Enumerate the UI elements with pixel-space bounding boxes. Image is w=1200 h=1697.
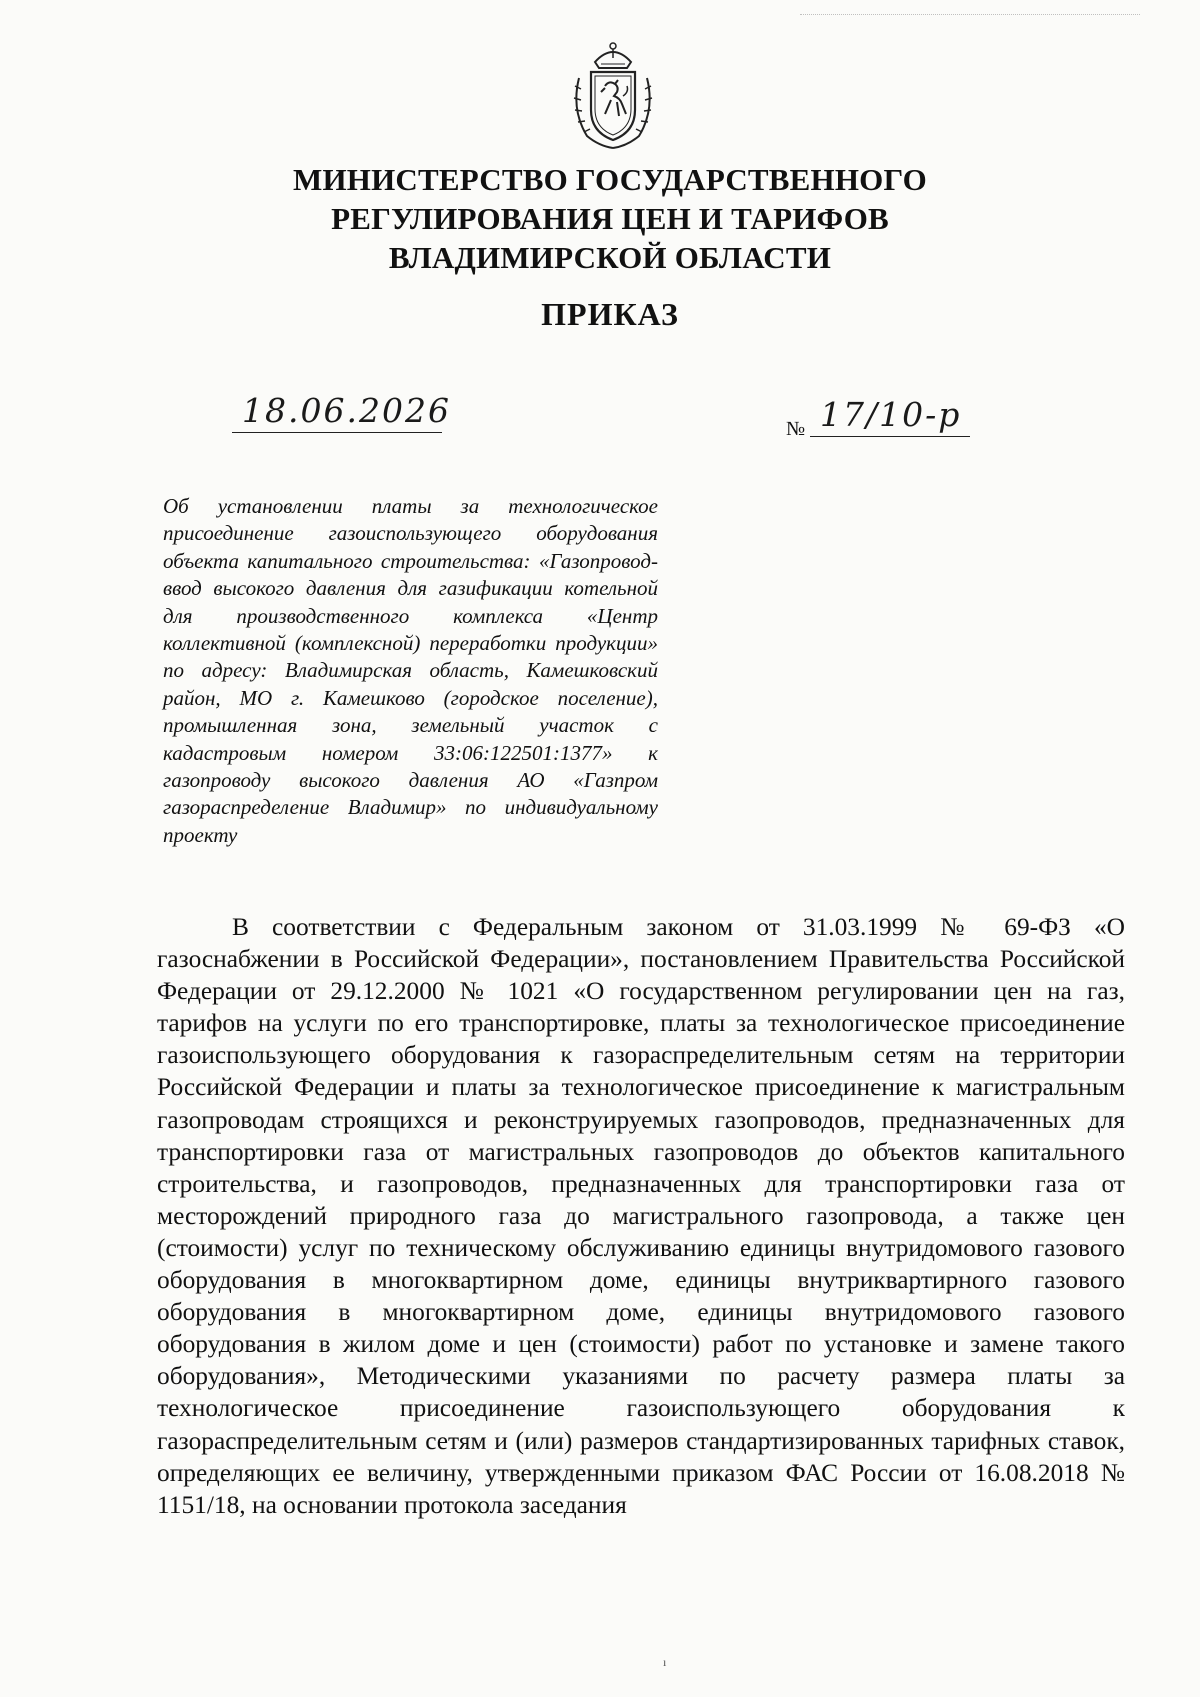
number-sign: №: [786, 418, 806, 440]
ministry-name-line: РЕГУЛИРОВАНИЯ ЦЕН И ТАРИФОВ: [331, 201, 889, 236]
handwritten-date: 18.06.2026: [242, 391, 451, 430]
handwritten-order-number: 17/10-р: [820, 395, 962, 434]
document-type-title: ПРИКАЗ: [541, 296, 679, 332]
number-field: [810, 395, 970, 437]
date-field: [232, 391, 451, 433]
coat-of-arms-icon: [565, 40, 661, 152]
scan-artifact-line: [800, 14, 1140, 17]
ministry-name: [180, 160, 1040, 277]
ministry-name-line: ВЛАДИМИРСКОЙ ОБЛАСТИ: [388, 240, 832, 275]
page-mark: ı: [663, 1655, 667, 1669]
order-body-paragraph: В соответствии с Федеральным законом от 31.03.1999 № 69-ФЗ «О газоснабжении в Российской Федерации», постановлением Правительства Российской Федерации от 29.12.2000 № 1021 «О государственном регулировании цен на газ, тарифов на услуги по его транспортировке, платы за технологическое присоединение газоиспользующего оборудования к газораспределительным сетям на территории Российской Федерации и платы за технологическое присоединение к магистральным газопроводам строящихся и реконструируемых газопроводов, предназначенных для транспортировки газа от магистральных газопроводов до объектов капитального строительства, и газопроводов, предназначенных для транспортировки газа от месторождений природного газа до магистрального газопровода, а также цен (стоимости) услуг по техническому обслуживанию единицы внутридомового газового оборудования в многоквартирном доме, единицы внутриквартирного газового оборудования в многоквартирном доме, единицы внутридомового газового оборудования в жилом доме и цен (стоимости) работ по установке и замене такого оборудования», Методическими указаниями по расчету размера платы за технологическое присоединение газоиспользующего оборудования к газораспределительным сетям и (или) размеров стандартизированных тарифных ставок, определяющих ее величину, утвержденными приказом ФАС России от 16.08.2018 № 1151/18, на основании протокола заседания: [157, 913, 1125, 1519]
ministry-name-line: МИНИСТЕРСТВО ГОСУДАРСТВЕННОГО: [293, 162, 927, 197]
order-subject: Об установлении платы за технологическое присоединение газоиспользующего оборудования объекта капитального строительства: «Газопровод-ввод высокого давления для газификации котельной для производственного комплекса «Центр коллективной (комплексной) переработки продукции» по адресу: Владимирская область, Камешковский район, МО г. Камешково (городское поселение), промышленная зона, земельный участок с кадастровым номером 33:06:122501:1377» к газопроводу высокого давления АО «Газпром газораспределение Владимир» по индивидуальному проекту: [163, 494, 658, 847]
